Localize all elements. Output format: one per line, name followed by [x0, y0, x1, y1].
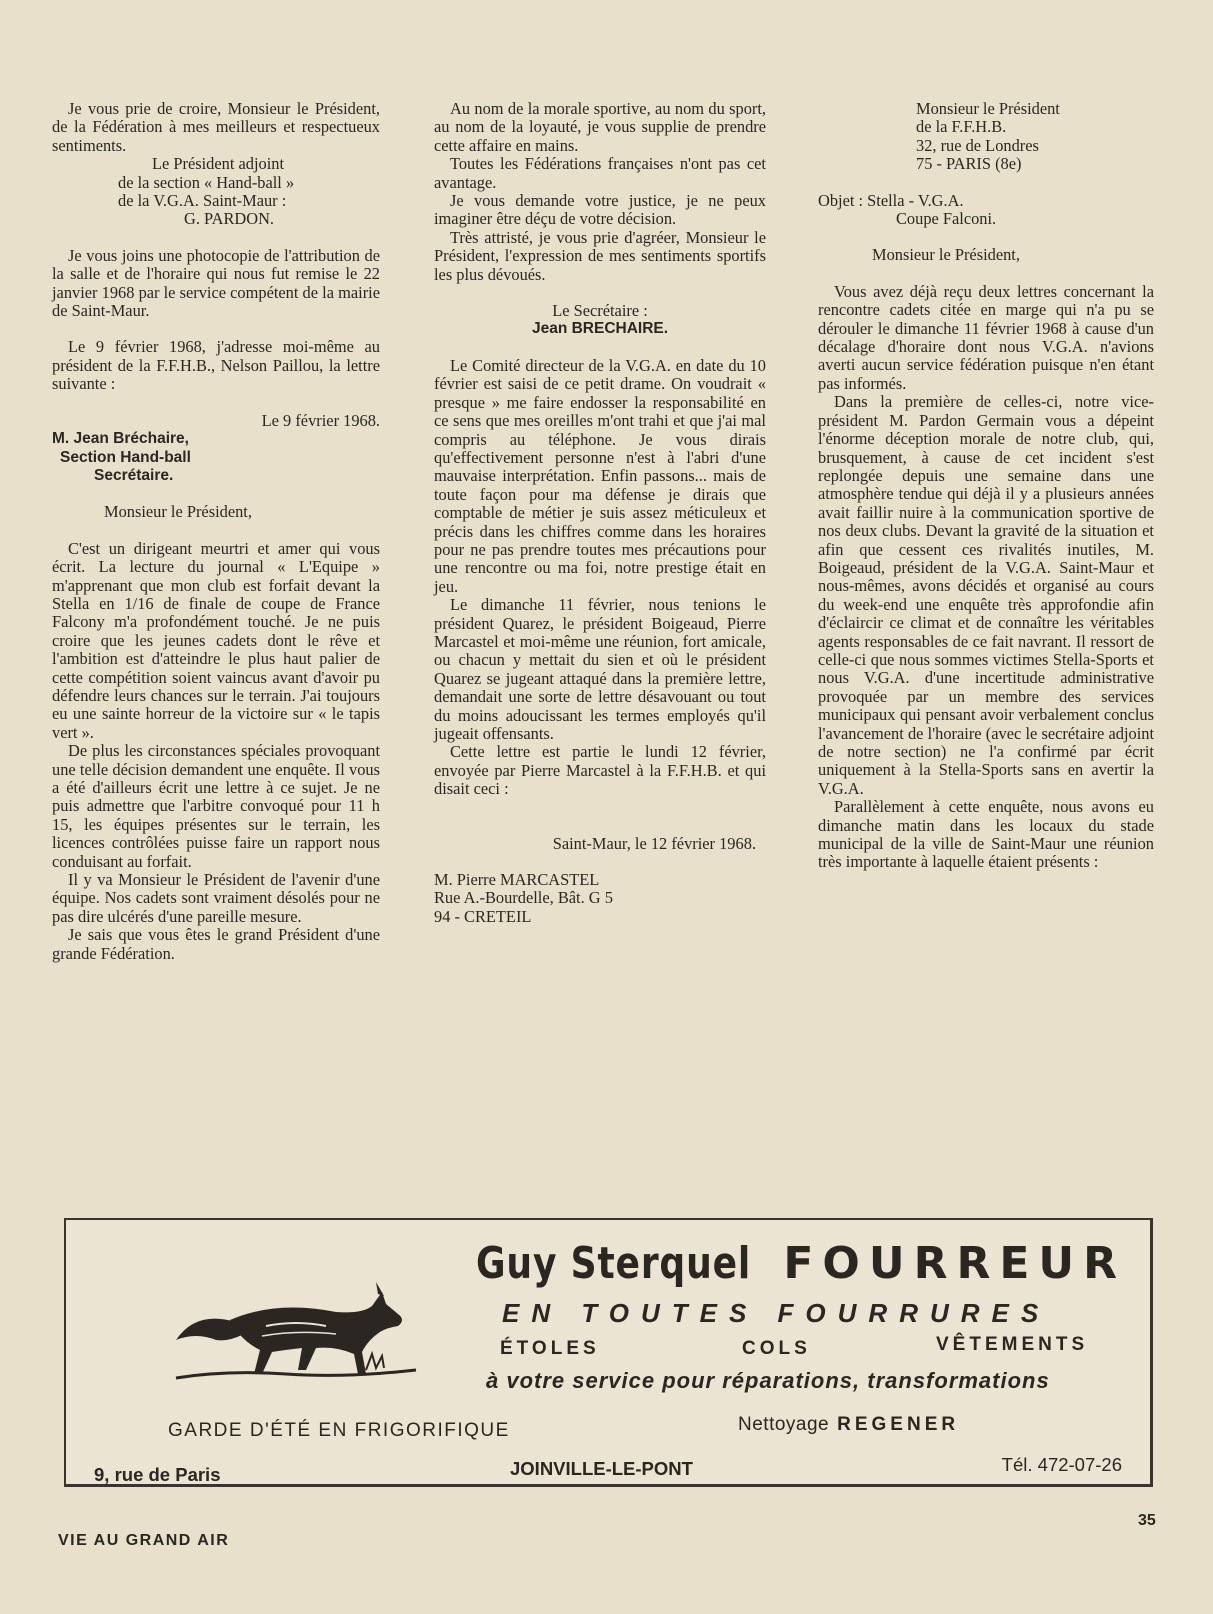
letter-sender: M. Jean Bréchaire,: [52, 430, 189, 448]
magazine-name: VIE AU GRAND AIR: [58, 1532, 230, 1549]
paragraph: Le Comité directeur de la V.G.A. en date du 10 février est saisi de ce petit drame. On voudrait « presque » me faire endosser la responsabilité en ce sens que mes oreilles m'ont trahi et que j'ai mal compris au téléphone. Je vous dirais qu'effectivement personne n'est à l'abri d'une mauvaise interprétation. Enfin passons... mais de toute façon pour ma défense je dirais que comptable de métier je suis assez méticuleux et précis dans les chiffres comme dans les horaires pour ne pas prendre toutes mes précautions pour une rencontre ou ma foi, notre prestige était en jeu.: [434, 355, 766, 596]
paragraph: Le 9 février 1968, j'adresse moi-même au président de la F.F.H.B., Nelson Paillou, la lettre suivante :: [52, 337, 380, 394]
ad-product: ÉTOLES: [500, 1338, 600, 1359]
paragraph: Dans la première de celles-ci, notre vice-président M. Pardon Germain vous a dépeint l'énorme déception morale de notre club, qui, brusquement, à cause de cet incident s'est replongée depuis une semaine dans une atmosphère tendue qui déjà il y a plusieurs années avait faillir nuire à la communication sportive de nos deux clubs. Devant la gravité de la situation et afin que cessent ces rivalités inutiles, M. Boigeaud, président de la V.G.A. Saint-Maur et nous-mêmes, avons décidés et organisé au cours du week-end une enquête très approfondie afin d'éclaircir ce climat et de connaître les véritables agents responsables de ce fait navrant. Il ressort de celle-ci que nous sommes victimes Stella-Sports et nous V.G.A. d'une incertitude administrative provoquée par un membre des services municipaux qui pensant avoir verbalement conclus l'avancement de l'horaire (avec le secrétaire adjoint de notre section) ne l'a confirmé par écrit uniquement à la Stella-Sports sans en avertir la V.G.A.: [818, 392, 1154, 798]
recipient-line: 32, rue de Londres: [916, 135, 1039, 155]
paragraph: Il y va Monsieur le Président de l'avenir d'une équipe. Nos cadets sont vraiment désolés pour ne pas dire ulcérés d'une pareille mesure.: [52, 870, 380, 926]
letter-date: Le 9 février 1968.: [261, 410, 380, 430]
ad-cleaning-label: Nettoyage: [738, 1414, 830, 1435]
ad-tagline: EN TOUTES FOURRURES: [502, 1298, 1051, 1328]
paragraph: Parallèlement à cette enquête, nous avons eu dimanche matin dans les locaux du stade municipal de la ville de Saint-Maur une réunion très importante à laquelle étaient présents :: [818, 797, 1154, 872]
fox-illustration: [166, 1270, 436, 1390]
letter-salutation: Monsieur le Président,: [872, 245, 1020, 265]
letter-sender: Secrétaire.: [94, 466, 174, 484]
paragraph: Je vous demande votre justice, je ne peux imaginer être déçu de votre décision.: [434, 191, 766, 229]
ad-storage-line: GARDE D'ÉTÉ EN FRIGORIFIQUE: [168, 1420, 510, 1441]
letter-object: Objet : Stella - V.G.A.: [818, 190, 964, 210]
address-line: Rue A.-Bourdelle, Bât. G 5: [434, 888, 613, 908]
recipient-line: de la F.F.H.B.: [916, 117, 1007, 137]
ad-cleaning-line: [738, 1414, 959, 1436]
address-line: M. Pierre MARCASTEL: [434, 870, 600, 890]
paragraph: Je vous joins une photocopie de l'attribution de la salle et de l'horaire qui nous fut remise le 22 janvier 1968 par le service compétent de la mairie de Saint-Maur.: [52, 245, 380, 321]
signature-line: Le Président adjoint: [152, 154, 285, 174]
article-column-3: [818, 100, 1154, 872]
ad-product: VÊTEMENTS: [936, 1334, 1089, 1355]
letter-date: Saint-Maur, le 12 février 1968.: [552, 833, 756, 853]
article-column-1: [52, 100, 380, 963]
ad-phone: Tél. 472-07-26: [1001, 1454, 1122, 1475]
ad-street: 9, rue de Paris: [94, 1464, 221, 1485]
page-number: 35: [1138, 1512, 1156, 1529]
signature-name: G. PARDON.: [184, 209, 275, 229]
ad-city: JOINVILLE-LE-PONT: [510, 1458, 693, 1479]
advertiser-trade: FOURREUR: [783, 1238, 1126, 1289]
letter-sender: Section Hand-ball: [60, 448, 191, 466]
paragraph: Au nom de la morale sportive, au nom du sport, au nom de la loyauté, je vous supplie de prendre cette affaire en mains.: [434, 99, 766, 155]
signature-line: de la section « Hand-ball »: [118, 172, 295, 192]
paragraph: Cette lettre est partie le lundi 12 février, envoyée par Pierre Marcastel à la F.F.H.B. et qui disait ceci :: [434, 742, 766, 799]
advertiser-name: Guy Sterquel: [476, 1238, 752, 1289]
paragraph: C'est un dirigeant meurtri et amer qui vous écrit. La lecture du journal « L'Equipe » m'apprenant que mon club est forfait devant la Stella en 1/16 de finale de coupe de France Falcony m'a profondément touché. Je ne puis croire que les jeunes cadets dont le rêve et l'ambition est d'atteindre le plus haut palier de cette compétition soient vaincus avant d'avoir pu défendre leurs chances sur le terrain. J'ai toujours eu une sainte horreur de la victoire sur « le tapis vert ».: [52, 538, 380, 742]
letter-salutation: Monsieur le Président,: [104, 502, 252, 522]
signature-line: de la V.G.A. Saint-Maur :: [118, 191, 287, 211]
paragraph: Je vous prie de croire, Monsieur le Président, de la Fédération à mes meilleurs et respectueux sentiments.: [52, 99, 380, 155]
recipient-line: Monsieur le Président: [916, 99, 1060, 118]
paragraph: Très attristé, je vous prie d'agréer, Monsieur le Président, l'expression de mes sentiments sportifs les plus dévoués.: [434, 227, 766, 284]
ad-product: COLS: [742, 1338, 811, 1359]
paragraph: Vous avez déjà reçu deux lettres concernant la rencontre cadets citée en marge qui n'a pu se dérouler le dimanche 11 février 1968 à cause d'un décalage d'horaire dont nous V.G.A. n'avions averti aucun service fédération puisque n'en étant pas informés.: [818, 281, 1154, 393]
paragraph: Toutes les Fédérations françaises n'ont pas cet avantage.: [434, 154, 766, 192]
article-column-2: [434, 100, 766, 926]
paragraph: Je sais que vous êtes le grand Président d'une grande Fédération.: [52, 925, 380, 963]
advertisement: [64, 1218, 1153, 1487]
letter-object: Coupe Falconi.: [896, 209, 997, 229]
signature-line: Le Secrétaire :: [552, 301, 648, 321]
paragraph: Le dimanche 11 février, nous tenions le président Quarez, le président Boigeaud, Pierre Marcastel et moi-même une réunion, fort amicale, ou chacun y mettait du sien et où le président Quarez se jugeant attaqué dans la première lettre, demandait une sorte de lettre désavouant ou tout du moins adoucissant les termes employés qu'il jugeait offensants.: [434, 595, 766, 743]
signature-name: Jean BRECHAIRE.: [531, 320, 669, 338]
recipient-line: 75 - PARIS (8e): [916, 154, 1022, 174]
paragraph: De plus les circonstances spéciales provoquant une telle décision demandent une enquête. Il vous a été d'ailleurs écrit une lettre à ce sujet. Je ne puis admettre que l'arbitre convoqué pour 11 h 15, les équipes présentes sur le terrain, les licences contrôlées puisse faire un rapport nous conduisant au forfait.: [52, 741, 380, 871]
ad-service-line: à votre service pour réparations, transformations: [486, 1368, 1050, 1393]
ad-cleaning-brand: REGENER: [837, 1414, 960, 1435]
address-line: 94 - CRETEIL: [434, 906, 532, 926]
